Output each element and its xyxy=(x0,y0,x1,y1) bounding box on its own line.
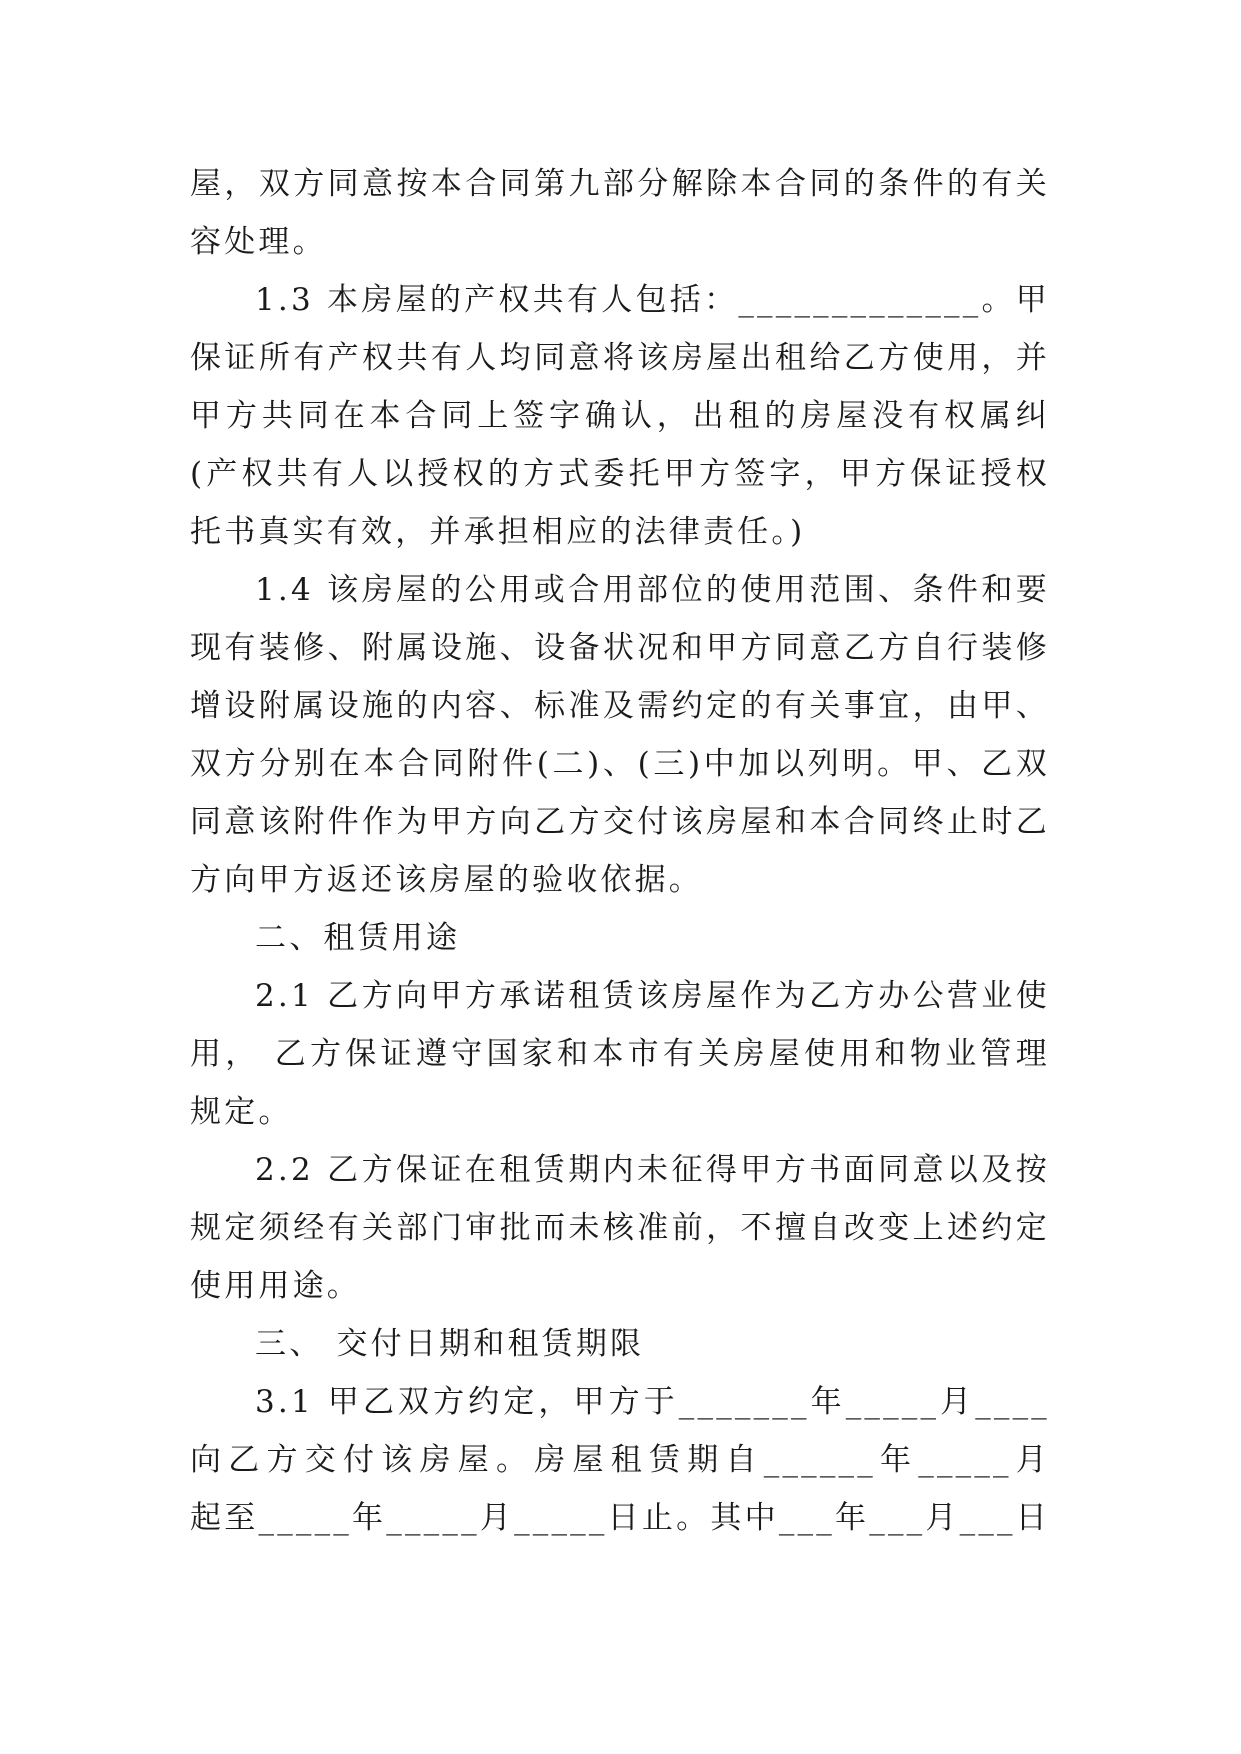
text-line: 方向甲方返还该房屋的验收依据。 xyxy=(190,862,703,898)
text-line: 规定须经有关部门审批而未核准前，不擅自改变上述约定 xyxy=(190,1210,1050,1246)
text-line: 容处理。 xyxy=(190,224,327,260)
text-line: 同意该附件作为甲方向乙方交付该房屋和本合同终止时乙 xyxy=(190,804,1050,840)
text-line: 起至_____年_____月_____日止。其中___年___月___日 xyxy=(190,1500,1050,1536)
text-line: 甲方共同在本合同上签字确认，出租的房屋没有权属纠 xyxy=(190,398,1050,434)
clause-1-3: 1.3 本房屋的产权共有人包括：_____________。甲 xyxy=(255,282,1050,318)
text-line: 现有装修、附属设施、设备状况和甲方同意乙方自行装修 xyxy=(190,630,1050,666)
text-line: 使用用途。 xyxy=(190,1268,361,1304)
section-heading-2: 二、租赁用途 xyxy=(255,920,461,956)
text-line: 用， 乙方保证遵守国家和本市有关房屋使用和物业管理 xyxy=(190,1036,1050,1072)
section-heading-3: 三、 交付日期和租赁期限 xyxy=(255,1326,645,1362)
clause-3-1: 3.1 甲乙双方约定，甲方于_______年_____月____ xyxy=(255,1384,1050,1420)
clause-1-4: 1.4 该房屋的公用或合用部位的使用范围、条件和要 xyxy=(255,572,1050,608)
text-line: (产权共有人以授权的方式委托甲方签字，甲方保证授权 xyxy=(190,456,1050,492)
text-line: 规定。 xyxy=(190,1094,293,1130)
text-line: 增设附属设施的内容、标准及需约定的有关事宜，由甲、 xyxy=(190,688,1050,724)
text-line: 向乙方交付该房屋。房屋租赁期自______年_____月 xyxy=(190,1442,1050,1478)
text-line: 托书真实有效，并承担相应的法律责任。) xyxy=(190,514,806,550)
text-line: 保证所有产权共有人均同意将该房屋出租给乙方使用，并 xyxy=(190,340,1050,376)
clause-2-1: 2.1 乙方向甲方承诺租赁该房屋作为乙方办公营业使 xyxy=(255,978,1050,1014)
text-line: 双方分别在本合同附件(二)、(三)中加以列明。甲、乙双 xyxy=(190,746,1050,782)
text-line: 屋，双方同意按本合同第九部分解除本合同的条件的有关 xyxy=(190,166,1050,202)
clause-2-2: 2.2 乙方保证在租赁期内未征得甲方书面同意以及按 xyxy=(255,1152,1050,1188)
